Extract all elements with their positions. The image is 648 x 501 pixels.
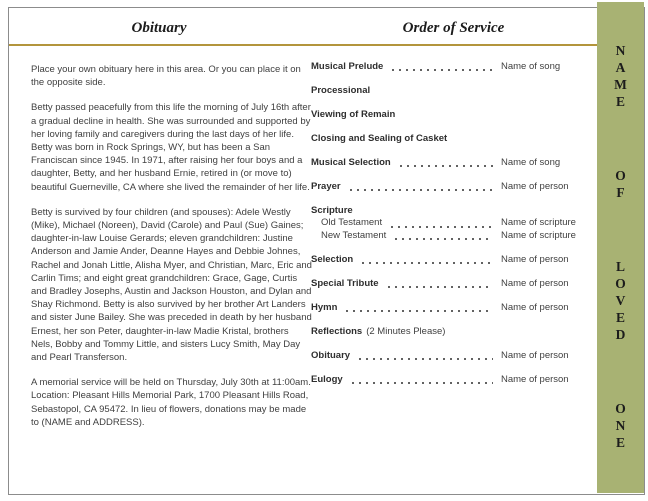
obituary-title: Obituary [131,20,187,36]
order-row [311,301,593,314]
dotted-leader [345,304,493,314]
dotted-leader [399,159,493,169]
order-row [311,108,593,121]
order-item-value: Name of song [501,157,561,168]
order-item-label: Old Testament [321,217,383,228]
obituary-paragraph: Place your own obituary here in this area. Or you can place it on the opposite side. [31,64,301,89]
banner-letter: N [615,43,626,58]
dotted-leader [351,376,493,386]
order-item-label: Scripture [311,205,353,216]
dotted-leader [390,220,493,230]
order-row [311,180,593,193]
banner-letter: E [615,310,625,325]
order-item-value: Name of person [501,374,569,385]
order-item-label: Musical Selection [311,157,391,168]
order-row [311,84,593,97]
order-item-label: Eulogy [311,374,343,385]
order-row [311,60,593,73]
order-item-label: Reflections [311,326,363,337]
order-sub-rows [311,217,593,242]
banner-letter: V [615,293,626,308]
order-item-label: Obituary [311,350,351,361]
dotted-leader [394,232,493,242]
obituary-text-block [31,63,312,441]
order-row [311,325,593,338]
order-item-label: Special Tribute [311,278,379,289]
order-item-label: Hymn [311,302,338,313]
dotted-leader [361,256,493,266]
order-row [311,277,593,290]
order-item-label: New Testament [321,229,387,241]
order-row [311,349,593,362]
banner-letter: N [615,418,626,433]
banner-letter: L [615,259,625,274]
banner-letter: A [615,60,626,75]
banner-letter: E [615,94,625,109]
dotted-leader [387,280,493,290]
order-row [311,217,593,230]
banner-word [615,258,626,343]
loved-one-name-banner [597,2,644,493]
dotted-leader [391,63,493,73]
dotted-leader [358,352,493,362]
gold-divider-rule [9,44,598,46]
obituary-paragraph: A memorial service will be held on Thursday, July 30th at 11:00am. Location: Pleasant Hills Memorial Park, 1700 Pleasant Hills Road, Sebastopol, CA 95472. In lieu of flowers, donations may be made to (NAME and ADDRESS). [31,377,311,428]
order-of-service-list [311,60,593,397]
banner-letter: O [615,276,626,291]
order-item-value: Name of scripture [501,217,576,228]
program-page [8,7,645,495]
order-row [311,373,593,386]
order-row [311,156,593,169]
order-of-service-title: Order of Service [402,20,505,36]
banner-word [614,42,627,110]
order-row [311,230,593,243]
order-row [311,253,593,266]
order-row [311,204,593,217]
order-item-value: Name of scripture [501,229,576,241]
banner-word [615,400,626,451]
order-item-value: Name of person [501,278,569,289]
order-item-label: Closing and Sealing of Casket [311,133,448,144]
banner-letter: O [615,168,626,183]
banner-letter: M [614,77,627,92]
banner-letter: E [615,435,625,450]
order-item-label: Processional [311,85,371,96]
banner-letter: F [616,185,625,200]
order-item-label: Prayer [311,181,341,192]
order-item-value: Name of person [501,254,569,265]
dotted-leader [349,183,493,193]
order-item-value: Name of person [501,302,569,313]
banner-letter: D [615,327,626,342]
banner-word [615,167,626,201]
order-item-note: (2 Minutes Please) [366,326,446,337]
order-item-label: Viewing of Remain [311,109,396,120]
obituary-paragraph: Betty is survived by four children (and spouses): Adele Westly (Mike), Michael (Noreen), David (Carole) and Paul (Sue) Gaines; daughter-in-law Louise Gerards; eleven grandchildren: Justine Anderson and Jamie Ander, Deanne Hayes and Debbie Johnes, Rachel and Jonah Little, Alisha Myer, and Christian, Marc, Eric and Carlin Tims; and eight great grandchildren: Grace, Gage, Curtis and Bradley Josephs, Austin and Jackson Houston, and Dylan and Shay Richmond. Betty is also survived by her brother Art Landers and sister June Bailey. She was preceded in death by her husband Ernest, her son Peter, daughter-in-law Madie Kristal, brothers Nels, Bobby and Tommy Little, and sisters Lucy Smith, May Day and Pearl Transferson. [31,206,312,364]
obituary-paragraph: Betty passed peacefully from this life the morning of July 16th after a gradual decline in health. She was surrounded and supported by her loving family and caregivers during the last days of her life. Betty was born in Rock Springs, WY, but has been a San Franciscan since 1945. In 1971, after raising her four boys and a daughter, Betty, and her husband Ernie, retired in (or move to) beautiful Guerneville, CA where she lived the remainder of her life. [31,102,311,193]
order-item-label: Musical Prelude [311,61,384,72]
order-row [311,132,593,145]
order-item-value: Name of person [501,350,569,361]
order-item-value: Name of person [501,181,569,192]
order-item-label: Selection [311,254,354,265]
banner-letter: O [615,401,626,416]
order-item-value: Name of song [501,61,561,72]
